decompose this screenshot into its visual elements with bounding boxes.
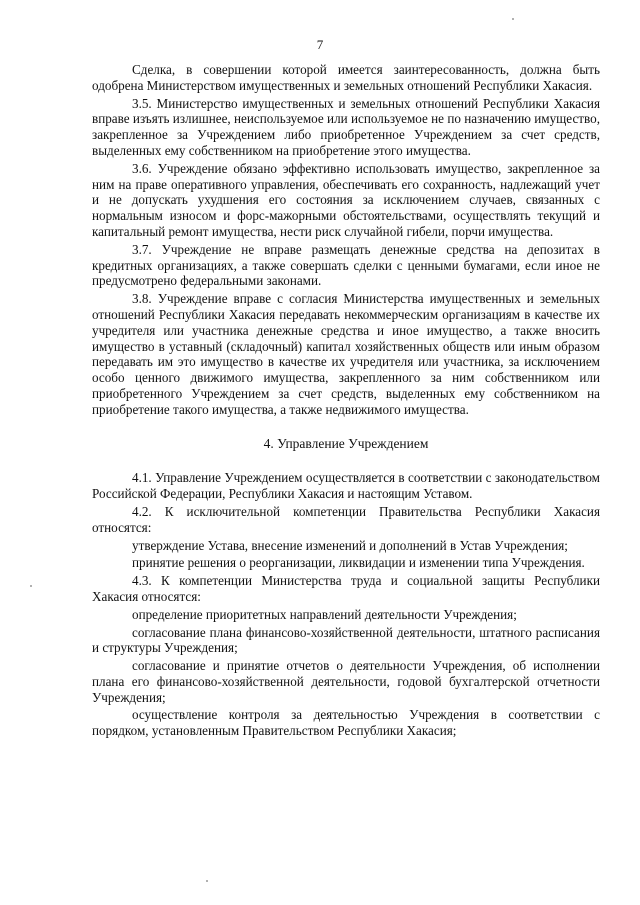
paragraph-3-7: 3.7. Учреждение не вправе размещать денежные средства на депозитах в кредитных организациях, а также совершать сделки с ценными бумагами, если иное не предусмотрено федеральными законами. bbox=[92, 241, 600, 289]
section-heading: 4. Управление Учреждением bbox=[263, 435, 429, 451]
document-body bbox=[92, 62, 600, 739]
paragraph-4-2: 4.2. К исключительной компетенции Правительства Республики Хакасия относятся: bbox=[92, 503, 600, 535]
list-item: утверждение Устава, внесение изменений и дополнений в Устав Учреждения; bbox=[132, 537, 568, 553]
list-item: принятие решения о реорганизации, ликвидации и изменении типа Учреждения. bbox=[132, 555, 585, 571]
scan-speck bbox=[512, 18, 514, 20]
paragraph: Сделка, в совершении которой имеется заинтересованность, должна быть одобрена Министерством имущественных и земельных отношений Республики Хакасия. bbox=[92, 62, 600, 93]
list-item: определение приоритетных направлений деятельности Учреждения; bbox=[132, 606, 517, 622]
paragraph-4-3: 4.3. К компетенции Министерства труда и социальной защиты Республики Хакасия относятся: bbox=[92, 573, 600, 604]
page-number: 7 bbox=[316, 37, 324, 52]
list-item: согласование и принятие отчетов о деятельности Учреждения, об исполнении плана его финансово-хозяйственной деятельности, годовой бухгалтерской отчетности Учреждения; bbox=[92, 658, 600, 705]
scan-speck bbox=[206, 880, 208, 882]
paragraph-3-5: 3.5. Министерство имущественных и земельных отношений Республики Хакасия вправе изъять излишнее, неиспользуемое или используемое не по назначению имущество, закрепленное за Учреждением либо приобретенное Учреждением за счет средств, выделенных ему собственником на приобретение этого имущества. bbox=[92, 95, 600, 158]
list-item: осуществление контроля за деятельностью Учреждения в соответствии с порядком, установленным Правительством Республики Хакасия; bbox=[92, 707, 600, 739]
paragraph-3-6: 3.6. Учреждение обязано эффективно использовать имущество, закрепленное за ним на праве оперативного управления, обеспечивать его сохранность, надлежащий учет и не допускать ухудшения его состояния за исключением случаев, связанных с нормальным износом и форс-мажорными обстоятельствами, осуществлять текущий и капитальный ремонт имущества, нести риск случайной гибели, порчи имущества. bbox=[92, 160, 600, 239]
scan-speck bbox=[30, 585, 32, 587]
paragraph-4-1: 4.1. Управление Учреждением осуществляется в соответствии с законодательством Российской Федерации, Республики Хакасия и настоящим Уставом. bbox=[92, 470, 600, 502]
paragraph-3-8: 3.8. Учреждение вправе с согласия Министерства имущественных и земельных отношений Республики Хакасия передавать некоммерческим организациям в качестве их учредителя или участника денежные средства и иное имущество, а также вносить имущество в уставный (складочный) капитал хозяйственных обществ или иным образом передавать им это имущество в качестве их учредителя или участника, за исключением особо ценного движимого имущества, закрепленного за ним собственником или приобретенного Учреждением за счет средств, выделенных ему собственником на приобретение такого имущества, а также недвижимого имущества. bbox=[92, 291, 600, 417]
list-item: согласование плана финансово-хозяйственной деятельности, штатного расписания и структуры Учреждения; bbox=[92, 624, 600, 656]
